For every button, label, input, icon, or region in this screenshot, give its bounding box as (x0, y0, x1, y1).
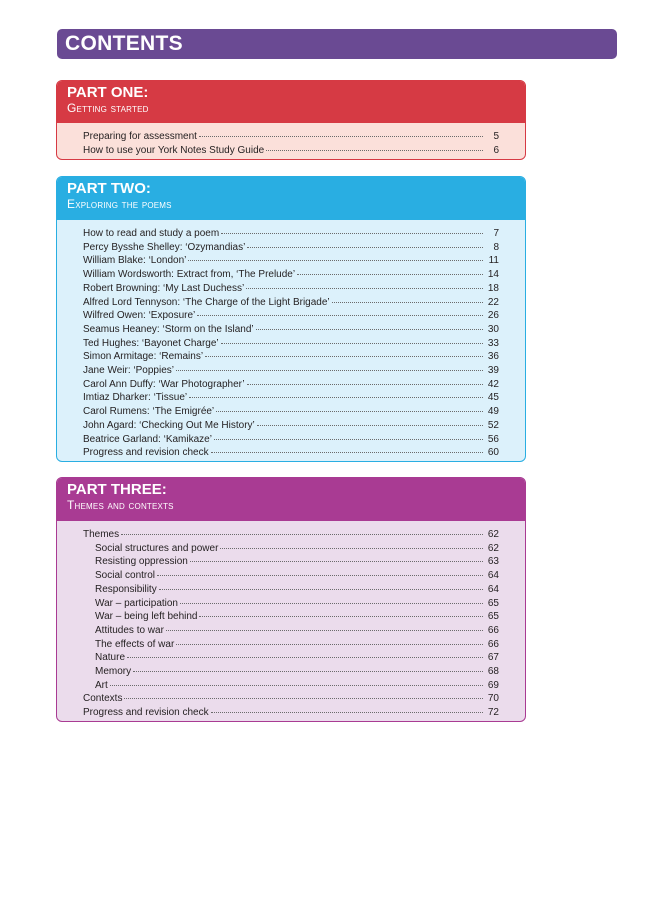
toc-entry[interactable] (83, 569, 499, 583)
contents-banner (57, 29, 617, 59)
toc-entry-page-number: 52 (487, 419, 499, 431)
part-two-header (57, 177, 525, 220)
part-two-section (56, 176, 526, 462)
toc-entry-page-number: 70 (487, 693, 499, 705)
toc-entry-title: Simon Armitage: ‘Remains’ (83, 351, 204, 363)
toc-entry-title: Carol Rumens: ‘The Emigrée’ (83, 406, 215, 418)
toc-entry-page-number: 68 (487, 666, 499, 678)
toc-entry[interactable] (83, 651, 499, 665)
toc-dot-leader (211, 452, 483, 453)
toc-entry-page-number: 30 (487, 323, 499, 335)
part-three-header (57, 478, 525, 521)
part-one-title: PART ONE: (67, 84, 149, 101)
toc-entry-title: Imtiaz Dharker: ‘Tissue’ (83, 392, 188, 404)
toc-entry-page-number: 69 (487, 679, 499, 691)
toc-entry-title: Jane Weir: ‘Poppies’ (83, 365, 174, 377)
toc-entry[interactable] (83, 144, 499, 158)
toc-entry-title: Themes (83, 529, 120, 540)
toc-entry-title: Preparing for assessment (83, 131, 197, 142)
toc-entry[interactable] (83, 364, 499, 378)
toc-dot-leader (121, 534, 483, 535)
toc-dot-leader (176, 370, 483, 371)
part-two-title: PART TWO: (67, 180, 151, 197)
toc-entry-title: How to use your York Notes Study Guide (83, 144, 265, 156)
toc-entry-page-number: 8 (493, 241, 499, 253)
part-one-header (57, 81, 525, 123)
toc-dot-leader (124, 698, 483, 699)
toc-entry-page-number: 56 (487, 433, 499, 445)
toc-dot-leader (197, 315, 483, 316)
toc-entry-title: William Blake: ‘London’ (83, 255, 187, 267)
part-one-section (56, 80, 526, 160)
toc-entry[interactable] (83, 337, 499, 351)
toc-entry-page-number: 72 (487, 707, 499, 719)
toc-entry-title: Social control (95, 570, 156, 582)
part-three-section (56, 477, 526, 722)
toc-dot-leader (266, 150, 483, 151)
part-two-subtitle: Exploring the poems (67, 197, 172, 211)
toc-entry-title: Beatrice Garland: ‘Kamikaze’ (83, 433, 212, 445)
toc-entry[interactable] (83, 391, 499, 405)
toc-dot-leader (247, 384, 483, 385)
toc-entry-page-number: 62 (487, 529, 499, 540)
toc-entry[interactable] (83, 130, 499, 144)
toc-dot-leader (297, 274, 483, 275)
toc-entry[interactable] (83, 296, 499, 310)
toc-entry[interactable] (83, 692, 499, 706)
toc-entry-title: Responsibility (95, 583, 157, 595)
part-one-subtitle: Getting started (67, 101, 149, 115)
toc-dot-leader (133, 671, 483, 672)
toc-entry[interactable] (83, 405, 499, 419)
toc-entry[interactable] (83, 706, 499, 720)
toc-entry-page-number: 11 (488, 255, 499, 267)
toc-entry-title: Percy Bysshe Shelley: ‘Ozymandias’ (83, 241, 246, 253)
part-three-title: PART THREE: (67, 481, 167, 498)
toc-entry-title: Resisting oppression (95, 556, 188, 568)
toc-entry-title: How to read and study a poem (83, 228, 220, 239)
toc-entry-page-number: 64 (487, 570, 499, 582)
toc-dot-leader (159, 589, 483, 590)
toc-entry[interactable] (83, 610, 499, 624)
toc-entry[interactable] (83, 282, 499, 296)
toc-dot-leader (214, 439, 483, 440)
toc-entry-title: William Wordsworth: Extract from, ‘The Prelude’ (83, 269, 296, 281)
toc-entry[interactable] (83, 665, 499, 679)
toc-entry-page-number: 60 (487, 447, 499, 459)
toc-entry-title: Seamus Heaney: ‘Storm on the Island’ (83, 323, 254, 335)
toc-entry-title: War – participation (95, 597, 178, 609)
toc-entry-page-number: 22 (487, 296, 499, 308)
toc-entry-title: Progress and revision check (83, 447, 209, 459)
toc-dot-leader (220, 548, 483, 549)
toc-dot-leader (199, 136, 483, 137)
part-three-entries (57, 521, 525, 720)
toc-entry-title: Nature (95, 652, 126, 664)
toc-entry-title: Attitudes to war (95, 624, 164, 636)
toc-entry-page-number: 65 (487, 611, 499, 623)
toc-entry[interactable] (83, 446, 499, 460)
toc-dot-leader (188, 260, 483, 261)
toc-entry-page-number: 45 (487, 392, 499, 404)
toc-entry-page-number: 63 (487, 556, 499, 568)
toc-dot-leader (180, 603, 483, 604)
toc-entry-page-number: 26 (487, 310, 499, 322)
toc-entry[interactable] (83, 323, 499, 337)
toc-entry-page-number: 66 (487, 624, 499, 636)
part-two-entries (57, 220, 525, 460)
toc-entry[interactable] (83, 583, 499, 597)
toc-entry-title: Alfred Lord Tennyson: ‘The Charge of the Light Brigade’ (83, 296, 330, 308)
toc-entry[interactable] (83, 624, 499, 638)
toc-entry-title: Robert Browning: ‘My Last Duchess’ (83, 282, 245, 294)
contents-title: CONTENTS (65, 32, 183, 55)
toc-entry[interactable] (83, 241, 499, 255)
toc-entry[interactable] (83, 419, 499, 433)
toc-entry-page-number: 7 (493, 228, 499, 239)
toc-entry[interactable] (83, 679, 499, 693)
toc-entry-title: War – being left behind (95, 611, 198, 623)
part-three-subtitle: Themes and contexts (67, 498, 174, 512)
toc-entry[interactable] (83, 254, 499, 268)
toc-dot-leader (216, 411, 483, 412)
toc-entry-title: Ted Hughes: ‘Bayonet Charge’ (83, 337, 219, 349)
toc-entry-title: Social structures and power (95, 542, 219, 554)
toc-entry-page-number: 14 (487, 269, 499, 281)
toc-dot-leader (176, 644, 483, 645)
toc-entry-title: The effects of war (95, 638, 175, 650)
toc-entry[interactable] (83, 268, 499, 282)
toc-entry[interactable] (83, 350, 499, 364)
toc-entry[interactable] (83, 433, 499, 447)
toc-entry-title: Memory (95, 666, 132, 678)
toc-entry-page-number: 42 (487, 378, 499, 390)
toc-entry-page-number: 62 (487, 542, 499, 554)
toc-dot-leader (189, 397, 483, 398)
toc-dot-leader (190, 561, 483, 562)
toc-dot-leader (246, 288, 483, 289)
toc-entry[interactable] (83, 227, 499, 241)
toc-entry-page-number: 66 (487, 638, 499, 650)
toc-dot-leader (257, 425, 483, 426)
toc-entry-page-number: 64 (487, 583, 499, 595)
toc-entry-page-number: 36 (487, 351, 499, 363)
toc-entry-title: Progress and revision check (83, 707, 209, 719)
toc-dot-leader (127, 657, 483, 658)
toc-dot-leader (221, 343, 483, 344)
toc-entry-page-number: 18 (487, 282, 499, 294)
toc-entry[interactable] (83, 555, 499, 569)
toc-entry[interactable] (83, 309, 499, 323)
toc-entry[interactable] (83, 542, 499, 556)
toc-entry-page-number: 65 (487, 597, 499, 609)
toc-dot-leader (166, 630, 483, 631)
toc-dot-leader (221, 233, 483, 234)
toc-entry-title: Art (95, 679, 108, 691)
toc-entry-title: John Agard: ‘Checking Out Me History’ (83, 419, 255, 431)
toc-dot-leader (332, 302, 483, 303)
toc-entry-title: Carol Ann Duffy: ‘War Photographer’ (83, 378, 245, 390)
toc-dot-leader (110, 685, 483, 686)
toc-entry-page-number: 6 (493, 144, 499, 156)
toc-entry[interactable] (83, 378, 499, 392)
toc-entry[interactable] (83, 638, 499, 652)
toc-entry-page-number: 5 (493, 131, 499, 142)
toc-dot-leader (205, 356, 483, 357)
toc-entry-title: Wilfred Owen: ‘Exposure’ (83, 310, 196, 322)
toc-dot-leader (211, 712, 483, 713)
toc-entry-page-number: 49 (487, 406, 499, 418)
toc-dot-leader (247, 247, 483, 248)
toc-entry[interactable] (83, 528, 499, 542)
toc-entry[interactable] (83, 597, 499, 611)
toc-entry-page-number: 67 (487, 652, 499, 664)
part-one-entries (57, 123, 525, 157)
toc-dot-leader (157, 575, 483, 576)
toc-dot-leader (256, 329, 483, 330)
toc-dot-leader (199, 616, 483, 617)
toc-entry-title: Contexts (83, 693, 123, 705)
toc-entry-page-number: 33 (487, 337, 499, 349)
toc-entry-page-number: 39 (487, 365, 499, 377)
